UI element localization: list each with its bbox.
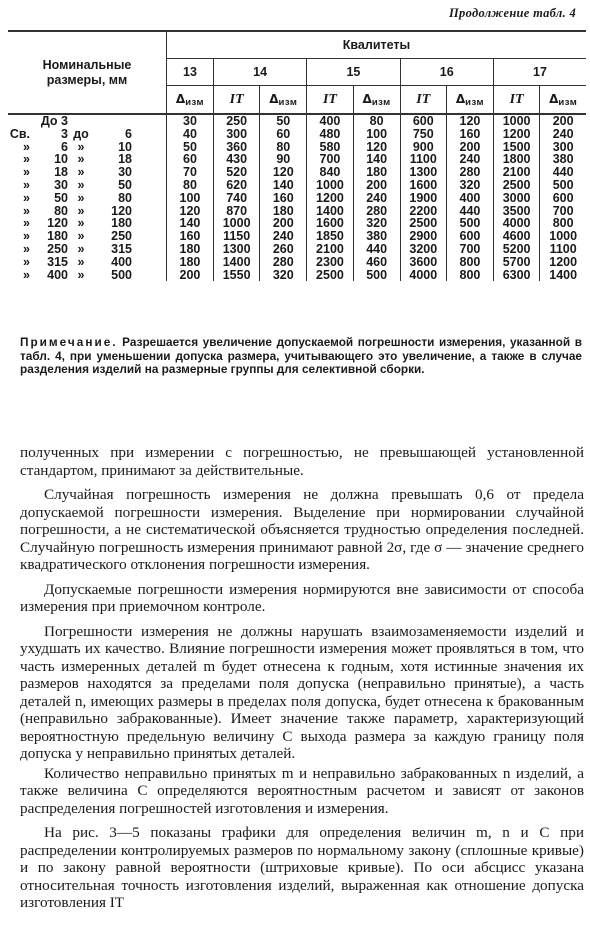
size-range-cell xyxy=(8,217,167,230)
value-cell: 750 xyxy=(400,128,446,141)
delta-measure-header xyxy=(353,86,400,115)
value-cell: 1200 xyxy=(493,128,539,141)
size-range-cell xyxy=(8,114,167,128)
delta-subscript: изм xyxy=(371,96,391,108)
tolerance-table xyxy=(8,30,586,281)
size-mid: » xyxy=(77,241,85,256)
value-cell: 2100 xyxy=(307,243,353,256)
value-cell: 180 xyxy=(260,205,307,218)
value-cell: 180 xyxy=(167,243,214,256)
delta-symbol: Δ xyxy=(269,91,279,106)
table-row xyxy=(8,166,586,179)
value-cell: 3200 xyxy=(400,243,446,256)
value-cell: 840 xyxy=(307,166,353,179)
size-mid: » xyxy=(77,152,85,167)
table-row xyxy=(8,192,586,205)
value-cell: 200 xyxy=(540,114,586,128)
value-cell: 380 xyxy=(540,153,586,166)
value-cell: 870 xyxy=(213,205,259,218)
value-cell: 320 xyxy=(260,269,307,282)
value-cell: 1850 xyxy=(307,230,353,243)
size-pre: » xyxy=(23,241,30,256)
value-cell: 2500 xyxy=(493,179,539,192)
value-cell: 120 xyxy=(260,166,307,179)
value-cell: 4000 xyxy=(400,269,446,282)
size-pre: Св. xyxy=(9,126,30,141)
value-cell: 740 xyxy=(213,192,259,205)
size-pre: » xyxy=(23,254,30,269)
value-cell: 600 xyxy=(400,114,446,128)
value-cell: 3600 xyxy=(400,256,446,269)
value-cell: 300 xyxy=(540,141,586,154)
value-cell: 240 xyxy=(260,230,307,243)
size-pre: » xyxy=(23,216,30,231)
value-cell: 580 xyxy=(307,141,353,154)
value-cell: 70 xyxy=(167,166,214,179)
size-mid: » xyxy=(77,216,85,231)
value-cell: 440 xyxy=(540,166,586,179)
table-row xyxy=(8,179,586,192)
table-row xyxy=(8,153,586,166)
delta-subscript: изм xyxy=(558,96,578,108)
value-cell: 1400 xyxy=(540,269,586,282)
value-cell: 200 xyxy=(446,141,493,154)
value-cell: 80 xyxy=(167,179,214,192)
value-cell: 1000 xyxy=(213,217,259,230)
size-column-header xyxy=(8,31,167,114)
value-cell: 700 xyxy=(540,205,586,218)
size-from: 400 xyxy=(47,267,68,282)
size-to: 400 xyxy=(111,254,132,269)
value-cell: 600 xyxy=(540,192,586,205)
size-from: 10 xyxy=(54,152,68,167)
table-note xyxy=(20,336,582,377)
size-from: 80 xyxy=(54,203,68,218)
value-cell: 1200 xyxy=(307,192,353,205)
it-header: IT xyxy=(213,86,259,115)
value-cell: 1400 xyxy=(213,256,259,269)
value-cell: 250 xyxy=(213,114,259,128)
size-mid xyxy=(68,115,94,128)
it-header: IT xyxy=(493,86,539,115)
value-cell: 360 xyxy=(213,141,259,154)
value-cell: 2100 xyxy=(493,166,539,179)
note-text: Разрешается увеличение допускаемой погрешности измерения, указанной в табл. 4, при уменьшении допуска размера, учитывающего это увеличение, а также в случае разделения изделий на размерные группы для селективной сборки. xyxy=(20,335,582,377)
value-cell: 240 xyxy=(540,128,586,141)
value-cell: 1400 xyxy=(307,205,353,218)
size-to: 315 xyxy=(111,241,132,256)
value-cell: 120 xyxy=(167,205,214,218)
delta-symbol: Δ xyxy=(549,91,559,106)
size-to xyxy=(94,115,132,128)
size-range-cell xyxy=(8,205,167,218)
value-cell: 4000 xyxy=(493,217,539,230)
value-cell: 50 xyxy=(260,114,307,128)
size-to: 500 xyxy=(111,267,132,282)
value-cell: 280 xyxy=(353,205,400,218)
value-cell: 1100 xyxy=(400,153,446,166)
value-cell: 1800 xyxy=(493,153,539,166)
value-cell: 2900 xyxy=(400,230,446,243)
paragraph: На рис. 3—5 показаны графики для определения величин m, n и C при распределении контролируемых размеров по нормальному закону (сплошные кривые) и по закону равной вероятности (штриховые кривые). По оси абсцисс указана относительная точность изготовления изделий, выраженная как отношение допуска изготовления IT xyxy=(20,824,584,911)
value-cell: 440 xyxy=(353,243,400,256)
size-from: 315 xyxy=(47,254,68,269)
value-cell: 320 xyxy=(446,179,493,192)
delta-measure-header xyxy=(446,86,493,115)
delta-subscript: изм xyxy=(465,96,485,108)
table-row xyxy=(8,230,586,243)
size-mid: » xyxy=(77,177,85,192)
continuation-caption: Продолжение табл. 4 xyxy=(449,6,576,20)
delta-measure-header xyxy=(260,86,307,115)
value-cell: 1300 xyxy=(400,166,446,179)
value-cell: 2500 xyxy=(400,217,446,230)
value-cell: 3000 xyxy=(493,192,539,205)
value-cell: 1200 xyxy=(540,256,586,269)
value-cell: 180 xyxy=(353,166,400,179)
size-from: 6 xyxy=(61,139,68,154)
size-mid: » xyxy=(77,190,85,205)
value-cell: 440 xyxy=(446,205,493,218)
size-mid: » xyxy=(77,267,85,282)
value-cell: 430 xyxy=(213,153,259,166)
value-cell: 500 xyxy=(446,217,493,230)
table-row xyxy=(8,217,586,230)
size-from: 50 xyxy=(54,190,68,205)
value-cell: 6300 xyxy=(493,269,539,282)
value-cell: 500 xyxy=(540,179,586,192)
size-pre: » xyxy=(23,139,30,154)
value-cell: 1550 xyxy=(213,269,259,282)
value-cell: 1000 xyxy=(307,179,353,192)
size-pre: » xyxy=(23,177,30,192)
note-label: Примечание. xyxy=(20,335,118,349)
value-cell: 140 xyxy=(260,179,307,192)
grade-header: 16 xyxy=(400,59,493,86)
grade-header: 15 xyxy=(307,59,400,86)
grade-header: 14 xyxy=(213,59,306,86)
value-cell: 80 xyxy=(260,141,307,154)
value-cell: 520 xyxy=(213,166,259,179)
value-cell: 800 xyxy=(540,217,586,230)
paragraph: Случайная погрешность измерения не должна превышать 0,6 от предела допускаемой погрешности измерения. Выделение при нормировании случайной погрешности, а не систематической объясняется трудностью определения последней. Случайную погрешность измерения принимают равной 2σ, где σ — значение среднего квадратического отклонения погрешности измерения. xyxy=(20,486,584,573)
delta-measure-header xyxy=(540,86,586,115)
value-cell: 1000 xyxy=(540,230,586,243)
value-cell: 180 xyxy=(167,256,214,269)
size-range-cell xyxy=(8,192,167,205)
table-row xyxy=(8,128,586,141)
paragraph: Погрешности измерения не должны нарушать взаимозаменяемости изделий и ухудшать их качество. Влияние погрешности измерения может проявляться в том, что часть измеренных деталей m будет отнесена к годным, хотя истинные значения их размеров находятся за пределами поля допуска (неправильно принятые), а часть деталей n, имеющих размеры в пределах поля допуска, будет отнесена к бракованным (неправильно забракованные). Имеет значение также параметр, характеризующий вероятностную предельную величину C выхода размера за каждую границу поля допуска у неправильно принятых деталей. xyxy=(20,622,584,762)
value-cell: 500 xyxy=(353,269,400,282)
value-cell: 1300 xyxy=(213,243,259,256)
table-row xyxy=(8,256,586,269)
grades-group-header: Квалитеты xyxy=(167,31,587,59)
size-mid: » xyxy=(77,203,85,218)
size-mid: » xyxy=(77,254,85,269)
it-header: IT xyxy=(400,86,446,115)
value-cell: 460 xyxy=(353,256,400,269)
delta-symbol: Δ xyxy=(362,91,372,106)
value-cell: 600 xyxy=(446,230,493,243)
value-cell: 400 xyxy=(307,114,353,128)
delta-measure-header xyxy=(167,86,214,115)
paragraph: Количество неправильно принятых m и неправильно забракованных n изделий, а также величина C определяются вероятностным расчетом и зависят от законов распределения погрешностей изготовления и измерения. xyxy=(20,764,584,817)
value-cell: 1100 xyxy=(540,243,586,256)
value-cell: 200 xyxy=(167,269,214,282)
value-cell: 90 xyxy=(260,153,307,166)
value-cell: 60 xyxy=(260,128,307,141)
size-from: 180 xyxy=(47,229,68,244)
value-cell: 160 xyxy=(446,128,493,141)
paragraph: Допускаемые погрешности измерения нормируются вне зависимости от способа измерения при приемочном контроле. xyxy=(20,580,584,615)
size-range-cell xyxy=(8,256,167,269)
size-from: 250 xyxy=(47,241,68,256)
delta-symbol: Δ xyxy=(455,91,466,106)
body-text xyxy=(20,444,584,919)
value-cell: 100 xyxy=(167,192,214,205)
value-cell: 380 xyxy=(353,230,400,243)
size-header-line-2: размеры, мм xyxy=(46,72,128,87)
size-mid: до xyxy=(73,126,89,141)
value-cell: 480 xyxy=(307,128,353,141)
value-cell: 400 xyxy=(446,192,493,205)
size-to: 10 xyxy=(118,139,132,154)
size-range-cell xyxy=(8,128,167,141)
value-cell: 50 xyxy=(167,141,214,154)
value-cell: 160 xyxy=(167,230,214,243)
value-cell: 280 xyxy=(260,256,307,269)
size-to: 120 xyxy=(111,203,132,218)
value-cell: 2200 xyxy=(400,205,446,218)
value-cell: 140 xyxy=(167,217,214,230)
value-cell: 5200 xyxy=(493,243,539,256)
value-cell: 700 xyxy=(446,243,493,256)
value-cell: 620 xyxy=(213,179,259,192)
it-header: IT xyxy=(307,86,353,115)
value-cell: 260 xyxy=(260,243,307,256)
value-cell: 30 xyxy=(167,114,214,128)
size-mid: » xyxy=(77,229,85,244)
size-range-cell xyxy=(8,230,167,243)
value-cell: 700 xyxy=(307,153,353,166)
value-cell: 160 xyxy=(260,192,307,205)
value-cell: 1600 xyxy=(307,217,353,230)
size-to: 30 xyxy=(118,165,132,180)
value-cell: 120 xyxy=(446,114,493,128)
grade-header: 17 xyxy=(493,59,586,86)
value-cell: 1600 xyxy=(400,179,446,192)
value-cell: 1500 xyxy=(493,141,539,154)
size-to: 80 xyxy=(118,190,132,205)
value-cell: 1900 xyxy=(400,192,446,205)
size-pre: » xyxy=(23,165,30,180)
delta-symbol: Δ xyxy=(175,91,186,106)
value-cell: 5700 xyxy=(493,256,539,269)
table-row xyxy=(8,243,586,256)
size-from: 30 xyxy=(54,177,68,192)
paragraph: полученных при измерении с погрешностью, не превышающей установленной стандартом, принимают за действительные. xyxy=(20,444,584,479)
value-cell: 240 xyxy=(353,192,400,205)
value-cell: 800 xyxy=(446,256,493,269)
size-range-cell xyxy=(8,153,167,166)
size-to: 180 xyxy=(111,216,132,231)
size-range-cell xyxy=(8,243,167,256)
value-cell: 140 xyxy=(353,153,400,166)
value-cell: 320 xyxy=(353,217,400,230)
size-to: 50 xyxy=(118,177,132,192)
table-row xyxy=(8,114,586,128)
size-header-line-1: Номинальные xyxy=(42,57,132,72)
table-row xyxy=(8,205,586,218)
value-cell: 40 xyxy=(167,128,214,141)
size-pre xyxy=(8,115,30,128)
value-cell: 100 xyxy=(353,128,400,141)
size-from: 3 xyxy=(61,126,68,141)
value-cell: 800 xyxy=(446,269,493,282)
value-cell: 4600 xyxy=(493,230,539,243)
value-cell: 2500 xyxy=(307,269,353,282)
size-to: 6 xyxy=(125,126,132,141)
value-cell: 60 xyxy=(167,153,214,166)
value-cell: 200 xyxy=(260,217,307,230)
delta-subscript: изм xyxy=(185,96,205,108)
size-pre: » xyxy=(23,267,30,282)
value-cell: 120 xyxy=(353,141,400,154)
size-from: До 3 xyxy=(40,114,68,128)
size-from: 18 xyxy=(54,165,68,180)
value-cell: 3500 xyxy=(493,205,539,218)
size-pre: » xyxy=(23,203,30,218)
size-to: 250 xyxy=(111,229,132,244)
size-pre: » xyxy=(23,190,30,205)
value-cell: 280 xyxy=(446,166,493,179)
value-cell: 1150 xyxy=(213,230,259,243)
value-cell: 80 xyxy=(353,114,400,128)
size-range-cell xyxy=(8,141,167,154)
size-mid: » xyxy=(77,139,85,154)
value-cell: 300 xyxy=(213,128,259,141)
value-cell: 2300 xyxy=(307,256,353,269)
size-range-cell xyxy=(8,166,167,179)
table-row xyxy=(8,141,586,154)
value-cell: 1000 xyxy=(493,114,539,128)
size-range-cell xyxy=(8,269,167,282)
size-pre: » xyxy=(23,229,30,244)
value-cell: 240 xyxy=(446,153,493,166)
grade-header: 13 xyxy=(167,59,214,86)
size-from: 120 xyxy=(47,216,68,231)
size-range-cell xyxy=(8,179,167,192)
table-row xyxy=(8,269,586,282)
size-mid: » xyxy=(77,165,85,180)
value-cell: 900 xyxy=(400,141,446,154)
size-pre: » xyxy=(23,152,30,167)
delta-subscript: изм xyxy=(278,96,298,108)
size-to: 18 xyxy=(118,152,132,167)
value-cell: 200 xyxy=(353,179,400,192)
